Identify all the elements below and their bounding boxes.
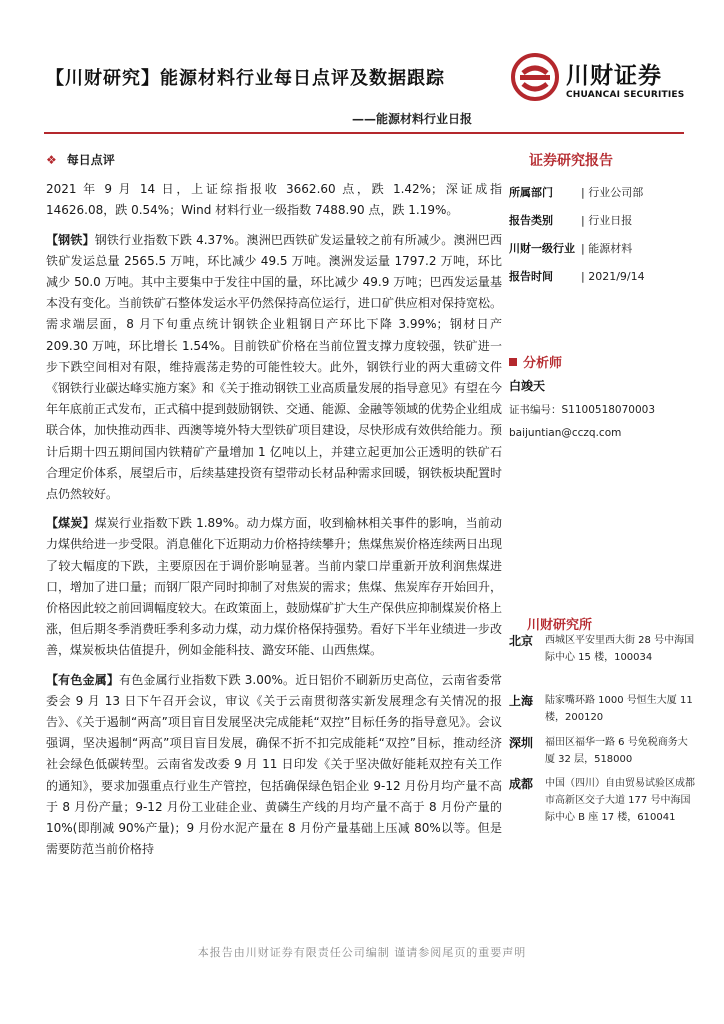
meta-key: 报告时间 bbox=[509, 270, 553, 283]
market-summary: 2021 年 9 月 14 日，上证综指报收 3662.60 点，跌 1.42%；深证成指 14626.08，跌 0.54%；Wind 材料行业一级指数 7488.90 点，跌 1.19%。 bbox=[46, 182, 502, 218]
steel-text: 钢铁行业指数下跌 4.37%。澳洲巴西铁矿发运量较之前有所减少。澳洲巴西铁矿发运总量 2565.5 万吨，环比减少 49.5 万吨。澳洲发运量 1797.2 万吨，环比减少 50.0 万吨。其中主要集中于发往中国的量，环比减少 49.9 万吨；巴西发运量基本没有变化。当前铁矿石整体发运水平仍然保持高位运行，进口矿供应相对保持宽松。需求端层面，8 月下旬重点统计钢铁企业粗钢日产环比下降 3.99%；钢材日产 209.30 万吨，环比增长 1.54%。目前铁矿价格在当前位置支撑力度较强，铁矿进一步下跌空间相对有限，维持震荡走势的可能性较大。此外，钢铁行业的两大重磅文件《钢铁行业碳达峰实施方案》和《关于推动钢铁工业高质量发展的指导意见》有望在今年年底前正式发布，正式稿中提到鼓励钢铁、交通、能源、金融等领域的优势企业组成联合体，加快推动西非、西澳等境外特大型铁矿项目建设，尽快形成有效供给能力。预计后期十四五期间国内铁精矿产量增加 1 亿吨以上，并建立起更加公正透明的铁矿石合理定价体系，展望后市，后续基建投资有望带动长材品种需求回暖，钢铁板块配置时点仍然较好。 bbox=[46, 232, 503, 502]
meta-key: 报告类别 bbox=[509, 214, 553, 227]
office-entry bbox=[509, 775, 699, 826]
meta-value: | 行业公司部 bbox=[581, 186, 644, 199]
office-city: 成都 bbox=[509, 777, 534, 791]
office-address: 陆家嘴环路 1000 号恒生大厦 11 楼，200120 bbox=[545, 695, 693, 723]
meta-row bbox=[509, 262, 693, 290]
meta-key: 川财一级行业 bbox=[509, 242, 575, 255]
analyst-cert: 证书编号：S1100518070003 bbox=[509, 404, 656, 416]
analyst-email[interactable]: baijuntian@cczq.com bbox=[509, 427, 622, 439]
meta-key: 所属部门 bbox=[509, 186, 553, 199]
metal-paragraph bbox=[46, 670, 502, 861]
office-address: 福田区福华一路 6 号免税商务大厦 32 层，518000 bbox=[545, 737, 688, 765]
meta-row bbox=[509, 206, 693, 234]
meta-value: | 能源材料 bbox=[581, 242, 633, 255]
coal-paragraph bbox=[46, 513, 502, 661]
daily-review-heading bbox=[46, 150, 502, 171]
square-bullet-icon bbox=[509, 358, 517, 366]
analyst-title: 分析师 bbox=[523, 356, 563, 371]
footer-disclaimer: 本报告由川财证券有限责任公司编制 谨请参阅尾页的重要声明 bbox=[197, 946, 527, 959]
office-address: 西城区平安里西大街 28 号中海国际中心 15 楼，100034 bbox=[545, 635, 695, 663]
steel-paragraph bbox=[46, 230, 502, 506]
report-subtitle: ——能源材料行业日报 bbox=[352, 112, 473, 126]
chuancai-logo-icon bbox=[511, 53, 559, 101]
metal-text: 有色金属行业指数下跌 3.00%。近日铝价不刷新历史高位，云南省委常委会 9 月 13 日下午召开会议，审议《关于云南贯彻落实新发展理念有关情况的报告》、《关于遏制“两高”项目盲目发展坚决完成能耗“双控”目标任务的指导意见》。会议强调，坚决遏制“两高”项目盲目发展，确保不折不扣完成能耗“双控”目标，推动经济社会绿色低碳转型。云南省发改委 9 月 11 日印发《关于坚决做好能耗双控有关工作的通知》，要求加强重点行业生产管控，包括确保绿色铝企业 9-12 月份月均产量不高于 8 月份产量；9-12 月份工业硅企业、黄磷生产线的月均产量不高于 8 月份产量的 10%(即削减 90%产量)；9 月份水泥产量在 8 月份产量基础上压减 80%以等。但是需要防范当前价格持 bbox=[46, 672, 502, 857]
logo-name-en: CHUANCAI SECURITIES bbox=[566, 90, 685, 100]
report-type-title: 证券研究报告 bbox=[529, 153, 613, 169]
coal-text: 煤炭行业指数下跌 1.89%。动力煤方面，收到榆林相关事件的影响，当前动力煤供给进一步受限。消息催化下近期动力价格持续攀升；焦煤焦炭价格连续两日出现了较大幅度的下跌，主要原因在于调价影响显著。当前内蒙口岸重新开放利润焦煤进口，增加了进口量；而钢厂限产同时抑制了对焦炭的需求；焦煤、焦炭库存开始回升，价格因此较之前回调幅度较大。在政策面上，鼓励煤矿扩大生产保供应抑制煤炭价格上涨，但后期冬季消费旺季利多动力煤，动力煤价格保持强势。看好下半年业绩进一步改善，煤炭板块估值提升，例如金能科技、潞安环能、山西焦煤。 bbox=[46, 516, 503, 658]
meta-row bbox=[509, 234, 693, 262]
meta-row bbox=[509, 178, 693, 206]
section-title: 每日点评 bbox=[66, 153, 115, 167]
main-content bbox=[46, 150, 502, 869]
report-title: 【川财研究】能源材料行业每日点评及数据跟踪 bbox=[46, 68, 445, 89]
analyst-heading bbox=[509, 352, 693, 371]
logo-name-cn: 川财证券 bbox=[566, 63, 662, 89]
office-entry bbox=[509, 692, 699, 726]
office-entry bbox=[509, 632, 699, 666]
meta-value: | 2021/9/14 bbox=[581, 269, 645, 283]
office-city: 上海 bbox=[509, 694, 534, 708]
coal-tag: 【煤炭】 bbox=[46, 516, 95, 531]
institute-title: 川财研究所 bbox=[527, 618, 593, 633]
office-city: 深圳 bbox=[509, 736, 534, 750]
meta-value: | 行业日报 bbox=[581, 214, 633, 227]
office-city: 北京 bbox=[509, 634, 534, 648]
steel-tag: 【钢铁】 bbox=[46, 232, 95, 247]
report-meta-panel bbox=[509, 150, 693, 290]
analyst-panel bbox=[509, 352, 693, 449]
diamond-bullet-icon: ❖ bbox=[46, 153, 57, 167]
analyst-name: 白竣天 bbox=[509, 379, 546, 393]
metal-tag: 【有色金属】 bbox=[46, 672, 120, 687]
office-entry bbox=[509, 734, 699, 768]
office-address: 中国（四川）自由贸易试验区成都市高新区交子大道 177 号中海国际中心 B 座 17 楼，610041 bbox=[545, 778, 695, 823]
header-rule bbox=[44, 132, 684, 134]
